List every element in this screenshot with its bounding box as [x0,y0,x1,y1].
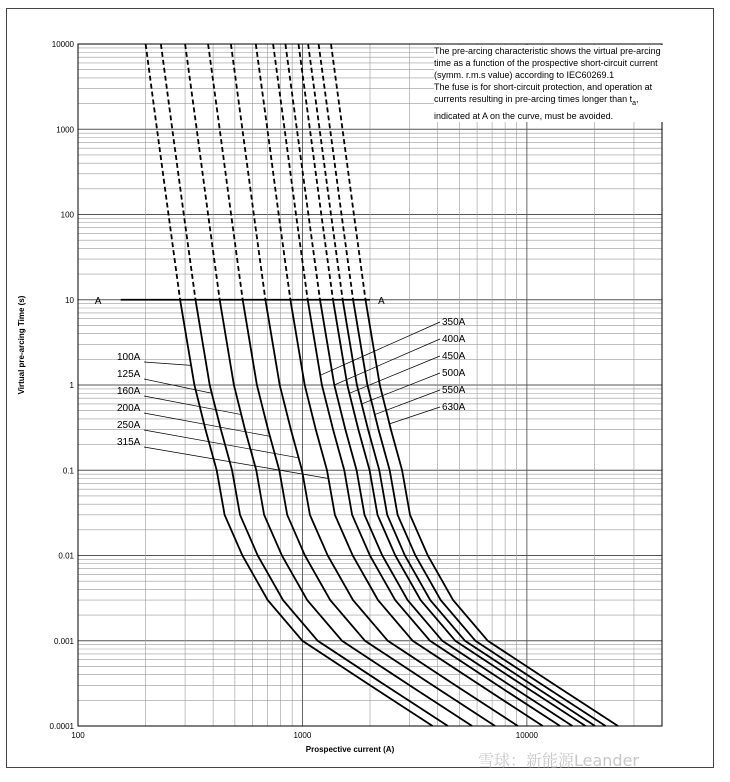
label-160a: 160A [117,386,141,397]
leader-160a [144,396,241,415]
curve-250a [265,300,518,726]
description-text [434,45,664,122]
leader-100a [144,362,191,365]
curve-250a-dashed [231,44,266,300]
label-200a: 200A [117,403,141,414]
curve-450a-dashed [299,44,334,300]
y-tick-label: 0.0001 [49,722,74,731]
curve-100a [180,300,433,726]
curve-630a [366,300,619,726]
leader-630a [390,407,440,424]
y-tick-label: 0.01 [58,551,74,561]
curve-500a-dashed [308,44,343,300]
label-250a: 250A [117,420,141,431]
curve-100a-dashed [146,44,181,300]
description-para2b: , indicated at A on the curve, must be avoided. [434,94,639,121]
x-tick-label: 100 [71,731,85,740]
label-450a: 450A [442,351,466,362]
label-315a: 315A [117,437,141,448]
curve-125a-dashed [161,44,196,300]
a-label-right: A [378,295,385,307]
leader-500a [362,373,440,404]
y-tick-label: 1 [69,381,74,390]
label-550a: 550A [442,385,466,396]
description-para2a: The fuse is for short-circuit protection, and operation at currents resulting in pre-arcing times longer than t [434,82,653,104]
watermark: 雪球：新能源Leander [478,751,640,770]
label-500a: 500A [442,368,466,379]
y-tick-label: 100 [60,210,74,220]
curve-550a [353,300,605,726]
label-630a: 630A [442,402,466,413]
label-350a: 350A [442,317,466,328]
description-para2-sub: a [632,99,636,107]
label-400a: 400A [442,334,466,345]
y-tick-label: 10000 [51,40,74,49]
y-axis-title: Virtual pre-arcing Time (s) [17,295,26,395]
y-tick-label: 1000 [56,125,74,135]
x-axis-title: Prospective current (A) [305,745,395,754]
x-tick-label: 1000 [293,731,312,740]
x-tick-label: 10000 [515,731,539,740]
y-tick-label: 0.1 [62,466,74,476]
leader-125a [144,379,212,393]
label-100a: 100A [117,352,141,363]
label-125a: 125A [117,369,141,380]
a-label-left: A [94,295,102,307]
y-tick-label: 10 [65,295,74,305]
y-tick-label: 0.001 [53,636,74,646]
curve-500a [343,300,595,726]
description-para1: The pre-arcing characteristic shows the virtual pre-arcing time as a function of the prospective short-circuit current (symm. r.m.s value) according to IEC60269.1 [434,46,661,80]
